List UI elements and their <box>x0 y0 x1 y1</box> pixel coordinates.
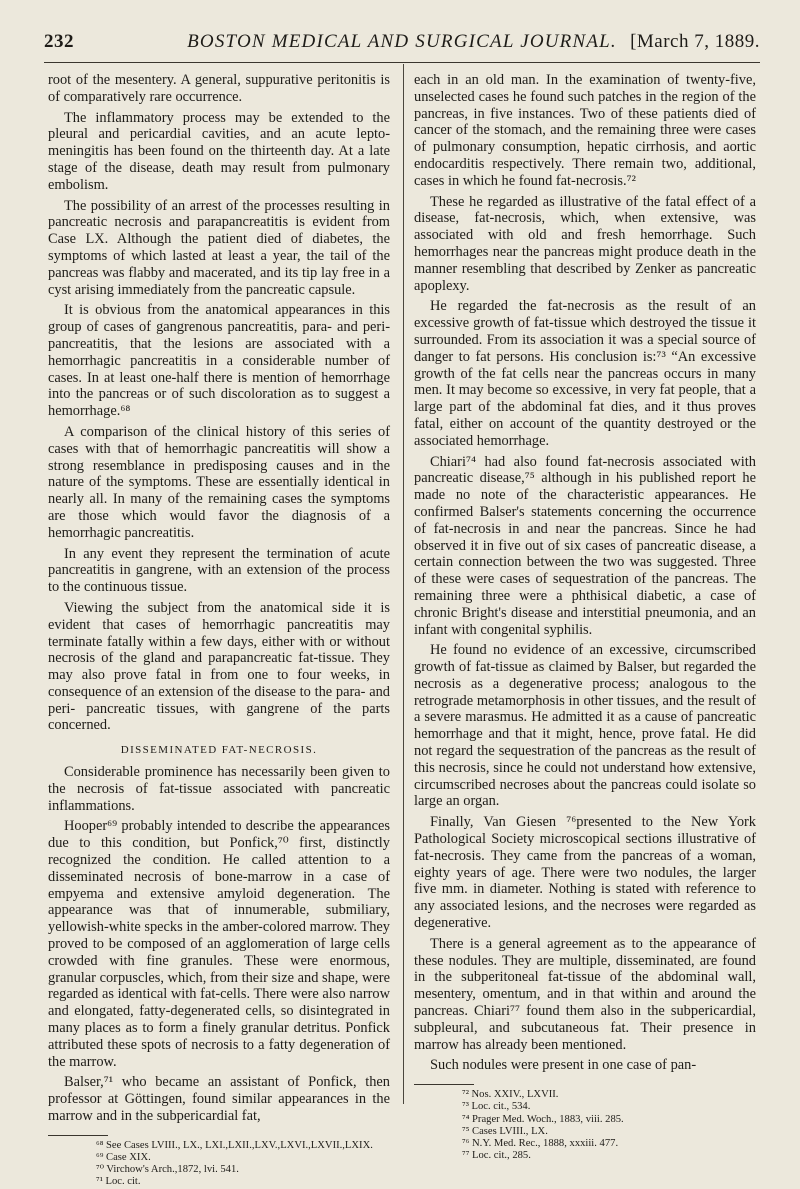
footnote: ⁶⁸ See Cases LVIII., LX., LXI.,LXII.,LXV.,LXVI.,LXVII.,LXIX. <box>96 1139 373 1151</box>
right-column <box>414 72 756 1162</box>
footnote: ⁷⁶ N.Y. Med. Rec., 1888, xxxiii. 477. <box>462 1138 619 1150</box>
footnote: ⁷¹ Loc. cit. <box>96 1176 141 1188</box>
body-paragraph: Such nodules were present in one case of pan- <box>430 1057 697 1074</box>
body-paragraph: root of the mesentery. A general, suppurative peritonitis is of comparatively rare occurrence. <box>48 72 390 105</box>
body-paragraph: There is a general agreement as to the appearance of these nodules. They are multiple, disseminated, are found in the subperitoneal fat-tissue of the abdominal wall, mesentery, omentum, and in that within and around the pancreas. Chiari⁷⁷ found them also in the subpericardial, subpleural, and subcutaneous fat. Their presence in marrow has already been mentioned. <box>414 935 756 1053</box>
footnote: ⁷³ Loc. cit., 534. <box>462 1101 531 1113</box>
journal-title: BOSTON MEDICAL AND SURGICAL JOURNAL. <box>187 31 617 52</box>
body-paragraph: Viewing the subject from the anatomical side it is evident that cases of hemorrhagic pancreatitis may terminate fatally within a few days, either with or without necrosis of the gland and parapancreatic fat-tissue. They may also prove fatal in from one to four weeks, in consequence of an extension of the disease to the para- and peri- pancreatic tissues, with gangrene of the parts concerned. <box>48 599 390 734</box>
footnote: ⁷⁷ Loc. cit., 285. <box>462 1150 531 1162</box>
running-header <box>44 30 760 54</box>
footnote-rule <box>48 1135 108 1136</box>
footnote: ⁷⁴ Prager Med. Woch., 1883, viii. 285. <box>462 1113 624 1125</box>
body-paragraph: The inflammatory process may be extended to the pleural and pericardial cavities, and an acute lepto-meningitis has been found on the thirteenth day. At a late stage of the disease, death may result from pulmonary embolism. <box>48 109 390 193</box>
body-paragraph: The possibility of an arrest of the processes resulting in pancreatic necrosis and parapancreatitis is evident from Case LX. Although the patient died of diabetes, the symptoms of which lasted at least a year, the tail of the pancreas was flabby and macerated, and its tip lay free in a cyst arising immediately from the pancreatic capsule. <box>48 197 390 298</box>
footnote-rule <box>414 1084 474 1085</box>
body-paragraph: Finally, Van Giesen ⁷⁶presented to the New York Pathological Society microscopical sections illustrative of fat-necrosis. They came from the pancreas of a woman, eighty years of age. There were two nodules, the larger five mm. in diameter. Nothing is stated with reference to any associated lesions, and the necroses were regarded as degenerative. <box>414 814 756 932</box>
body-paragraph: Balser,⁷¹ who became an assistant of Ponfick, then professor at Göttingen, found similar appearances in the marrow and in the subpericardial fat, <box>48 1074 390 1125</box>
issue-date: [March 7, 1889. <box>630 31 760 52</box>
footnote: ⁶⁹ Case XIX. <box>96 1152 151 1164</box>
page-number: 232 <box>44 31 74 52</box>
body-paragraph: Chiari⁷⁴ had also found fat-necrosis associated with pancreatic disease,⁷⁵ although in his published report he made no note of the characteristic appearances. He confirmed Balser's statements concerning the occurrence of fat-necrosis in and near the pancreas. Since he had observed it in five out of six cases of pancreatic disease, a certain connection between the two was suggested. Three of these were cases of sequestration of the pancreas. The remaining three were a phthisical diabetic, a case of chronic Bright's disease and interstitial pneumonia, and an infant with congenital syphilis. <box>414 453 756 638</box>
body-paragraph: It is obvious from the anatomical appearances in this group of cases of gangrenous pancreatitis, para- and peri- pancreatitis, that the lesions are associated with a hemorrhagic pancreatitis in a considerable number of cases. In at least one-half there is mention of hemorrhage into the pancreas or of such discoloration as to suggest a hemorrhage.⁶⁸ <box>48 302 390 420</box>
body-paragraph: Hooper⁶⁹ probably intended to describe the appearances due to this condition, but Ponfick,⁷⁰ first, distinctly recognized the condition. He called attention to a disseminated necrosis of bone-marrow in a case of empyema and extensive amyloid degeneration. The appearance was that of innumerable, submiliary, yellowish-white specks in the amber-colored marrow. They proved to be composed of an agglomeration of large cells crowded with fine granules. These were enormous, granular corpuscles, which, from their size and shape, were regarded as identical with fat-cells. There were also narrow and elongated, fatty-degenerated cells, so disintegrated in many places as to form a finely granular detritus. Ponfick attributed these spots of necrosis to a fatty degeneration of the marrow. <box>48 818 390 1070</box>
left-column <box>48 72 390 1189</box>
footnote: ⁷⁵ Cases LVIII., LX. <box>462 1125 548 1137</box>
footnote: ⁷⁰ Virchow's Arch.,1872, lvi. 541. <box>96 1164 239 1176</box>
column-divider <box>403 64 404 1104</box>
section-heading: DISSEMINATED FAT-NECROSIS. <box>120 744 318 757</box>
body-paragraph: He found no evidence of an excessive, circumscribed growth of fat-tissue as claimed by Balser, but regarded the necrosis as a degenerative process; analogous to the retrograde metamorphosis in other tissues, and the result of a severe marasmus. He admitted it as a cause of pancreatic hemorrhage and that it might, hence, prove fatal. He did not regard the sequestration of the pancreas as the result of this necrosis, since he could not understand how extensive, circumscribed necroses about the pancreas could isolate so large an organ. <box>414 642 756 810</box>
body-paragraph: These he regarded as illustrative of the fatal effect of a disease, fat-necrosis, which, when extensive, was associated with old and fresh hemorrhage. Such hemorrhages near the pancreas might produce death in the manner resembling that described by Zenker as pancreatic apoplexy. <box>414 193 756 294</box>
footnote: ⁷² Nos. XXIV., LXVII. <box>462 1089 559 1101</box>
body-paragraph: He regarded the fat-necrosis as the result of an excessive growth of fat-tissue which destroyed the tissue it surrounded. From its association it was a special source of danger to fat persons. His conclusion is:⁷³ “An excessive growth of the fat cells near the pancreas occurs in many men. It may become so excessive, in very fat people, that a large part of the abdominal fat dies, and it thus proves fatal, either on account of the quantity destroyed or the associated hemorrhage. <box>414 298 756 449</box>
body-paragraph: each in an old man. In the examination of twenty-five, unselected cases he found such patches in the region of the pancreas, in five instances. Two of these patients died of cancer of the stomach, and the remaining three were cases of pulmonary consumption, hepatic cirrhosis, and aortic endocarditis respectively. There remain two, additional, cases in which he found fat-necrosis.⁷² <box>414 72 756 189</box>
body-paragraph: Considerable prominence has necessarily been given to the necrosis of fat-tissue associated with pancreatic inflammations. <box>48 764 390 814</box>
body-paragraph: In any event they represent the termination of acute pancreatitis in gangrene, with an extension of the process to the continuous tissue. <box>48 545 390 596</box>
header-rule <box>44 62 760 63</box>
body-paragraph: A comparison of the clinical history of this series of cases with that of hemorrhagic pancreatitis will show a strong resemblance in predisposing causes and in the nature of the symptoms. These are essentially identical in nearly all. In many of the remaining cases the symptoms are those which would favor the diagnosis of a hemorrhagic pancreatitis. <box>48 423 390 541</box>
